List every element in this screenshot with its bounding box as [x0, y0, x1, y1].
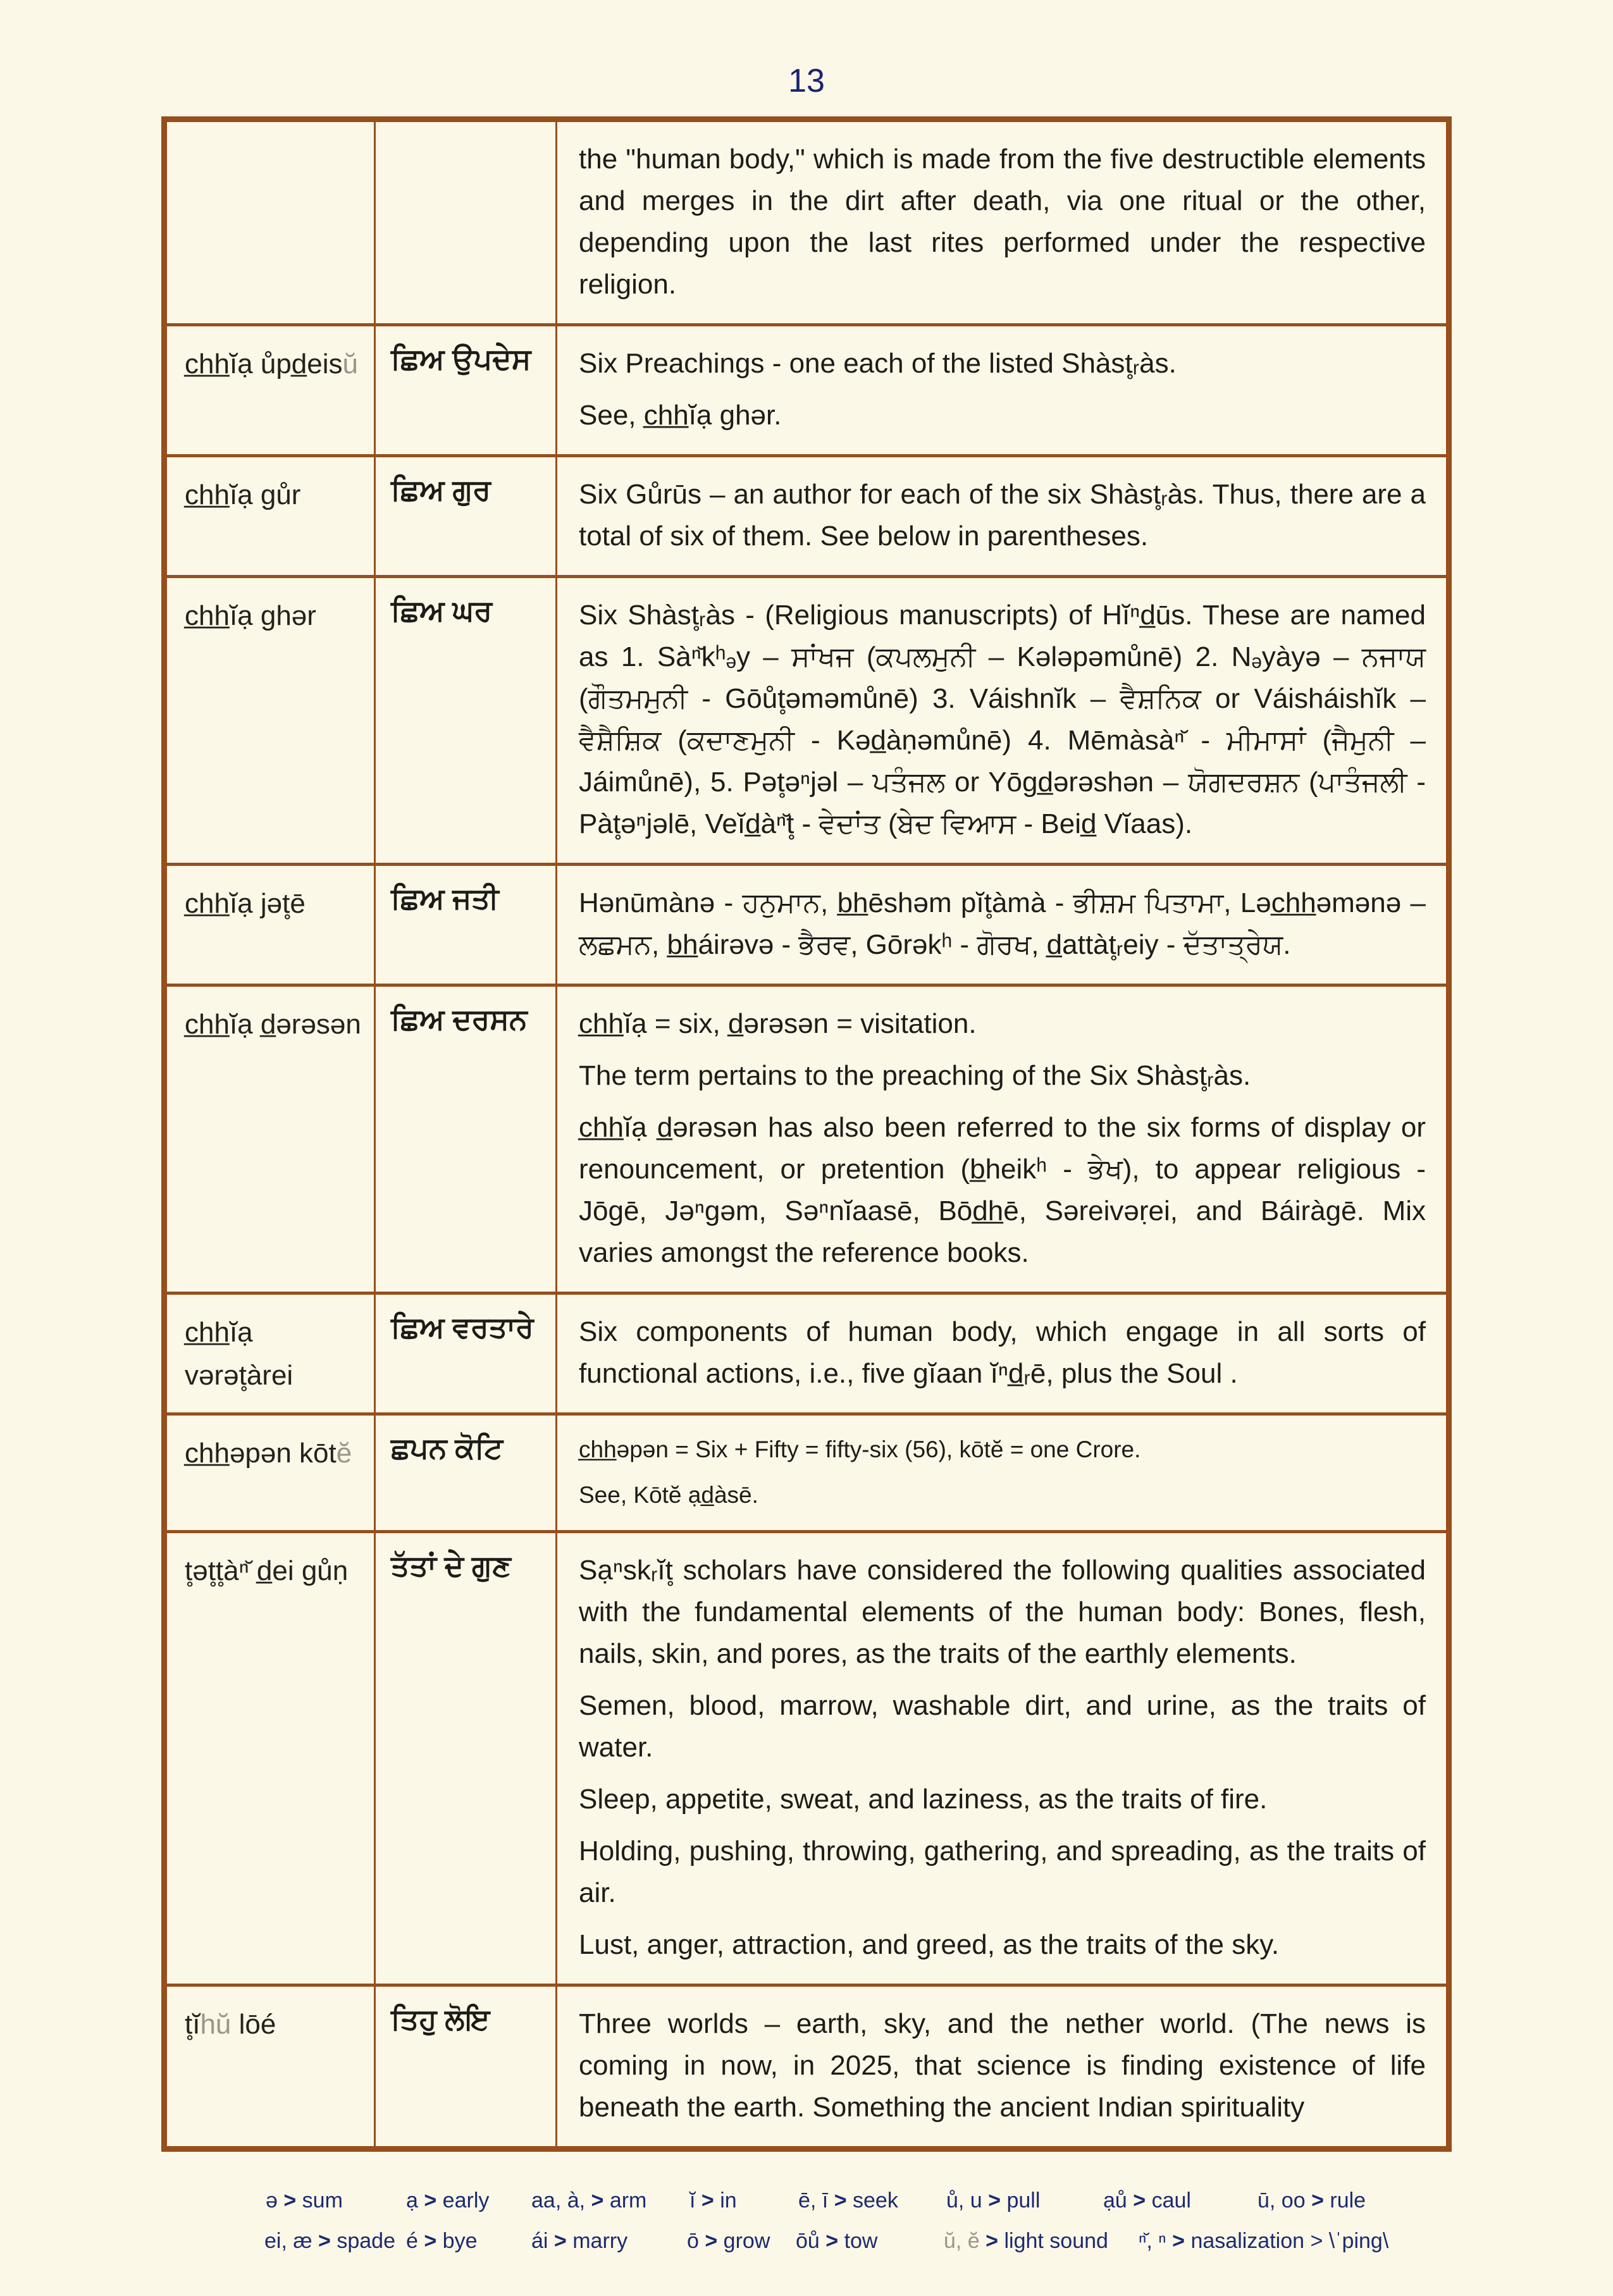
maps-to-symbol: >	[424, 2188, 443, 2213]
definition	[557, 120, 1449, 325]
term-roman-part: c̲h̲h̲əpən kōt	[185, 1438, 337, 1469]
term-roman	[164, 1532, 375, 1985]
glossary-table	[161, 116, 1452, 2152]
definition-paragraph: The term pertains to the preaching of the Six Shàst̥ᵣàs.	[579, 1060, 1251, 1091]
maps-to-symbol: >	[825, 2229, 844, 2253]
pronunciation-symbol: ạů	[1103, 2188, 1134, 2213]
pronunciation-example: early	[442, 2188, 490, 2213]
pronunciation-example: marry	[572, 2229, 628, 2253]
maps-to-symbol: >	[553, 2229, 573, 2253]
definition-paragraph: Lust, anger, attraction, and greed, as the traits of the sky.	[579, 1929, 1280, 1960]
pronunciation-symbol: ŭ, ĕ	[944, 2229, 986, 2253]
term-gurmukhi: ਛਿਅ ਉਪਦੇਸ	[375, 325, 557, 456]
pronunciation-example: arm	[609, 2188, 647, 2213]
pronunciation-item	[531, 2188, 646, 2213]
pronunciation-symbol: ĭ	[689, 2188, 701, 2213]
table-row	[164, 456, 1449, 577]
term-gurmukhi: ਛਪਨ ਕੋਟਿ	[375, 1414, 557, 1532]
table-row	[164, 1293, 1449, 1414]
maps-to-symbol: >	[591, 2188, 610, 2213]
definition-paragraph: Holding, pushing, throwing, gathering, and spreading, as the traits of air.	[579, 1836, 1426, 1908]
pronunciation-symbol: aa, à,	[531, 2188, 591, 2213]
term-roman	[164, 865, 375, 985]
pronunciation-symbol: ái	[531, 2229, 554, 2253]
term-gurmukhi: ਛਿਅ ਵਰਤਾਰੇ	[375, 1293, 557, 1414]
pronunciation-symbol: ei, æ	[264, 2229, 319, 2253]
maps-to-symbol: >	[424, 2229, 443, 2253]
term-gurmukhi	[375, 120, 557, 325]
page-number: 13	[788, 63, 825, 99]
pronunciation-example: nasalization > \ˈping\	[1190, 2229, 1389, 2253]
table-row	[164, 1414, 1449, 1532]
definition	[557, 1985, 1449, 2149]
definition	[557, 325, 1449, 456]
table-row	[164, 120, 1449, 325]
pronunciation-item	[798, 2188, 898, 2213]
pronunciation-symbol: ōů	[796, 2229, 826, 2253]
maps-to-symbol: >	[1133, 2188, 1152, 2213]
term-roman-part: lōé	[231, 2009, 276, 2040]
definition-paragraph: Sleep, appetite, sweat, and laziness, as the traits of fire.	[579, 1784, 1268, 1815]
pronunciation-item	[687, 2229, 770, 2254]
pronunciation-example: bye	[442, 2229, 478, 2253]
term-roman	[164, 456, 375, 577]
pronunciation-symbol: ə	[266, 2188, 284, 2213]
maps-to-symbol: >	[988, 2188, 1007, 2213]
term-roman	[164, 1293, 375, 1414]
term-roman-part: c̲h̲h̲ĭạ d̲ərəsən	[185, 1009, 361, 1040]
maps-to-symbol: >	[1172, 2229, 1191, 2253]
definition-paragraph: c̲h̲h̲ĭạ = six, d̲ərəsən = visitation.	[579, 1008, 977, 1039]
term-roman-part: c̲h̲h̲ĭạ ůpd̲eis	[185, 349, 343, 380]
term-roman-part: c̲h̲h̲ĭạ ghər	[185, 600, 316, 631]
pronunciation-symbol: ū, oo	[1258, 2188, 1312, 2213]
definition-paragraph: c̲h̲h̲əpən = Six + Fifty = fifty-six (56), kōtĕ = one Crore.	[579, 1436, 1141, 1462]
pronunciation-example: grow	[723, 2229, 770, 2253]
term-roman-part: t̥ĭ	[185, 2009, 201, 2040]
pronunciation-item	[1103, 2188, 1191, 2213]
term-roman	[164, 325, 375, 456]
definition-paragraph: Semen, blood, marrow, washable dirt, and urine, as the traits of water.	[579, 1690, 1426, 1763]
definition-paragraph: See, c̲h̲h̲ĭạ ghər.	[579, 400, 782, 431]
term-roman-part: c̲h̲h̲ĭạ vərət̥àrei	[185, 1317, 294, 1392]
term-roman-part: c̲h̲h̲ĭạ jət̥ē	[185, 888, 306, 919]
pronunciation-item	[406, 2229, 478, 2254]
term-roman-part: ŭ	[342, 349, 359, 380]
definition-paragraph: See, Kōtĕ ạd̲àsē.	[579, 1481, 758, 1508]
definition	[557, 865, 1449, 985]
pronunciation-example: tow	[844, 2229, 878, 2253]
term-gurmukhi: ਛਿਅ ਦਰਸਨ	[375, 985, 557, 1293]
table-row	[164, 1532, 1449, 1985]
term-roman	[164, 1985, 375, 2149]
term-gurmukhi: ਤੱਤਾਂ ਦੇ ਗੁਣ	[375, 1532, 557, 1985]
maps-to-symbol: >	[986, 2229, 1004, 2253]
pronunciation-item	[406, 2188, 489, 2213]
term-gurmukhi: ਤਿਹੁ ਲੋਇ	[375, 1985, 557, 2149]
table-row	[164, 985, 1449, 1293]
pronunciation-example: spade	[337, 2229, 395, 2253]
pronunciation-symbol: ⁿ̆, ⁿ	[1139, 2229, 1173, 2253]
term-roman-part: t̥ət̥t̥àⁿ̆ d̲ei gůṇ	[185, 1555, 349, 1586]
maps-to-symbol: >	[705, 2229, 724, 2253]
pronunciation-key	[0, 2188, 1613, 2296]
pronunciation-item	[796, 2229, 878, 2254]
definition	[557, 1293, 1449, 1414]
pronunciation-example: light sound	[1004, 2229, 1108, 2253]
definition	[557, 985, 1449, 1293]
pronunciation-symbol: é	[406, 2229, 424, 2253]
pronunciation-example: sum	[302, 2188, 343, 2213]
maps-to-symbol: >	[1311, 2188, 1330, 2213]
term-roman	[164, 1414, 375, 1532]
pronunciation-example: caul	[1151, 2188, 1191, 2213]
term-gurmukhi: ਛਿਅ ਗੁਰ	[375, 456, 557, 577]
definition-paragraph: Hənūmànə - ਹਨੁਮਾਨ, b̲h̲ēshəm pĭt̥àmà - ਭੀਸ਼ਮ ਪਿਤਾਮਾ, Ləc̲h̲h̲əmənə – ਲਛਮਨ, b̲h̲áirəvə - ਭੈਰਵ, Gōrəkʰ - ਗੋਰਖ, d̲attàt̥ᵣeiy - ਦੱਤਾਤ੍ਰੇਯ.	[579, 887, 1426, 960]
table-row	[164, 865, 1449, 985]
term-roman-part: ĕ	[336, 1438, 352, 1469]
maps-to-symbol: >	[283, 2188, 302, 2213]
term-roman	[164, 577, 375, 865]
term-gurmukhi: ਛਿਅ ਘਰ	[375, 577, 557, 865]
definition	[557, 1414, 1449, 1532]
definition-paragraph: Six Gůrūs – an author for each of the six Shàst̥ᵣàs. Thus, there are a total of six of them. See below in parentheses.	[579, 479, 1426, 552]
pronunciation-item	[264, 2229, 395, 2254]
maps-to-symbol: >	[318, 2229, 337, 2253]
definition	[557, 1532, 1449, 1985]
pronunciation-item	[531, 2229, 627, 2254]
definition-paragraph: Sạⁿskᵣĭt̥ scholars have considered the following qualities associated with the fundamental elements of the human body: Bones, flesh, nails, skin, and pores, as the traits of the earthly elements.	[579, 1555, 1426, 1669]
definition-paragraph: Six components of human body, which engage in all sorts of functional actions, i.e., five gĭaan ĭⁿd̲ᵣē, plus the Soul .	[579, 1316, 1426, 1389]
definition-paragraph: Six Shàst̥ᵣàs - (Religious manuscripts) of Hĭⁿd̲ūs. These are named as 1. Sàⁿ̆kʰₔy – ਸਾਂਖਜ (ਕਪਲਮੁਨੀ – Kələpəmůnē) 2. Nₔyàyə – ਨਜਾਯ (ਗੌਤਮਮੁਨੀ - Gōůt̥əməmůnē) 3. Váishnĭk – ਵੈਸ਼ਨਿਕ or Váisháishĭk – ਵੈਸ਼ੈਸ਼ਿਕ (ਕਦਾਣਮੁਨੀ - Kəd̲àṇəmůnē) 4. Mēmàsàⁿ̆ - ਮੀਮਾਸਾਂ (ਜੈਮੁਨੀ – Jáimůnē), 5. Pət̥əⁿjəl – ਪਤੰਜਲ or Yōgd̲ərəshən – ਯੋਗਦਰਸ਼ਨ (ਪਾਤੰਜਲੀ - Pàt̥əⁿjəlē, Veĭd̲àⁿ̆t̥ - ਵੇਦਾਂਤ (ਬੇਦ ਵਿਆਸ - Beid̲ Vĭaas).	[579, 600, 1426, 839]
term-roman-part: hŭ	[200, 2009, 232, 2040]
table-row	[164, 325, 1449, 456]
pronunciation-symbol: ů, u	[946, 2188, 989, 2213]
pronunciation-example: seek	[853, 2188, 898, 2213]
pronunciation-item	[944, 2229, 1108, 2254]
definition-paragraph: the "human body," which is made from the five destructible elements and merges in the dirt after death, via one ritual or the other, depending upon the last rites performed under the respective religion.	[579, 144, 1426, 300]
table-row	[164, 1985, 1449, 2149]
term-gurmukhi: ਛਿਅ ਜਤੀ	[375, 865, 557, 985]
pronunciation-example: in	[720, 2188, 737, 2213]
maps-to-symbol: >	[834, 2188, 853, 2213]
term-roman-part: c̲h̲h̲ĭạ gůr	[185, 479, 301, 510]
pronunciation-symbol: ē, ī	[798, 2188, 834, 2213]
definition-paragraph: c̲h̲h̲ĭạ d̲ərəsən has also been referred to the six forms of display or renouncement, or pretention (b̲heikʰ - ਭੇਖ), to appear religious - Jōgē, Jəⁿgəm, Səⁿnĭaasē, Bōd̲h̲ē, Səreivəṛei, and Báiràgē. Mix varies amongst the reference books.	[579, 1112, 1426, 1268]
pronunciation-symbol: ō	[687, 2229, 705, 2253]
table-row	[164, 577, 1449, 865]
definition	[557, 577, 1449, 865]
term-roman	[164, 120, 375, 325]
maps-to-symbol: >	[701, 2188, 720, 2213]
definition-paragraph: Six Preachings - one each of the listed Shàst̥ᵣàs.	[579, 348, 1177, 379]
pronunciation-symbol: ạ	[406, 2188, 424, 2213]
term-roman	[164, 985, 375, 1293]
pronunciation-item	[689, 2188, 737, 2213]
pronunciation-example: rule	[1330, 2188, 1366, 2213]
pronunciation-item	[1258, 2188, 1366, 2213]
pronunciation-item	[1139, 2229, 1388, 2254]
pronunciation-example: pull	[1006, 2188, 1041, 2213]
definition	[557, 456, 1449, 577]
pronunciation-item	[266, 2188, 343, 2213]
pronunciation-item	[946, 2188, 1040, 2213]
definition-paragraph: Three worlds – earth, sky, and the nether world. (The news is coming in now, in 2025, that science is finding existence of life beneath the earth. Something the ancient Indian spirituality	[579, 2008, 1426, 2123]
